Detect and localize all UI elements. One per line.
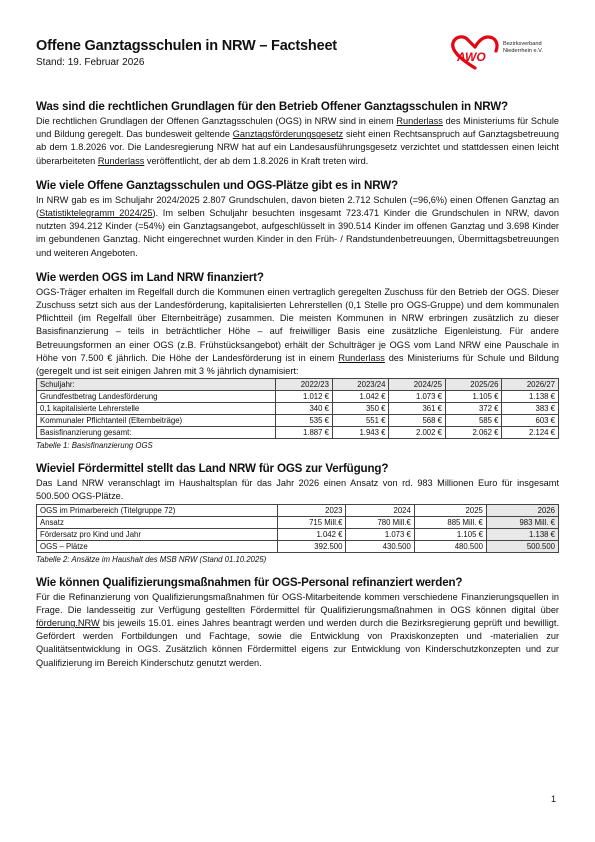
link-runderlass-funding[interactable]: Runderlass (338, 352, 385, 363)
table-cell: 1.012 € (276, 391, 333, 403)
table-caption: Tabelle 1: Basisfinanzierung OGS (36, 441, 153, 451)
table-cell: 392.500 (278, 540, 346, 552)
table-cell: 715 Mill.€ (278, 516, 346, 528)
section-heading: Wie viele Offene Ganztagsschulen und OGS-Plätze gibt es in NRW? (36, 178, 398, 192)
table-header-cell: 2023 (278, 504, 346, 516)
table-cell: 1.073 € (389, 391, 446, 403)
section-heading: Wie werden OGS im Land NRW finanziert? (36, 270, 264, 284)
table-cell: Ansatz (37, 516, 278, 528)
page-header (36, 38, 559, 78)
table-header-cell: 2026/27 (502, 379, 559, 391)
table-header-cell: 2023/24 (332, 379, 389, 391)
table-caption: Tabelle 2: Ansätze im Haushalt des MSB NRW (Stand 01.10.2025) (36, 554, 267, 564)
table-header-cell: OGS im Primarbereich (Titelgruppe 72) (37, 504, 278, 516)
section-numbers (36, 179, 559, 260)
link-ganztagsfoerderungsgesetz[interactable]: Ganztagsförderungsgesetz (232, 129, 344, 140)
state-budget-table (36, 504, 559, 553)
section-qualification (36, 576, 559, 670)
table-header-cell: Schuljahr: (37, 379, 276, 391)
document-title: Offene Ganztagsschulen in NRW – Factsheet (36, 38, 337, 54)
link-runderlass-new[interactable]: Runderlass (97, 155, 145, 166)
table-cell: 1.887 € (276, 427, 333, 439)
table-cell: 0,1 kapitalisierte Lehrerstelle (37, 403, 276, 415)
table-header-row (37, 504, 559, 516)
table-cell: 1.105 € (414, 528, 486, 540)
section-heading: Wie können Qualifizierungsmaßnahmen für OGS-Personal refinanziert werden? (36, 575, 463, 589)
table-row (37, 516, 559, 528)
table-cell: 1.138 € (486, 528, 558, 540)
text: bis jeweils 15.01. eines Jahres beantragt werden und werden durch die Bezirksregierung geprüft und bewilligt. Gefördert werden Fortbildungen und Fachtage, sowie die Entwicklung von Praxiskonzepten und -materialien zur Qualitätsentwicklung in OGS. Zusätzlich können Fördermittel eigens zur Entwicklung von Kinderschutzkonzepten und zur Qualifizierung im Bereich Kinderschutz genutzt werden. (36, 618, 559, 668)
table-header-cell: 2024 (346, 504, 414, 516)
table-cell: 1.138 € (502, 391, 559, 403)
table-cell: 983 Mill. € (486, 516, 558, 528)
text: sieht einen Rechtsanspruch auf Ganztagsbetreuung ab dem 1.8.2026 vor. Die Landesregierung NRW hat auf ein Landesausführungsgesetz verzichtet und stattdessen einen leicht überarbeiteten (36, 129, 560, 166)
table-header-cell: 2025 (414, 504, 486, 516)
text: OGS-Träger erhalten im Regelfall durch die Kommunen einen vertraglich geregelten Zuschuss für den Betrieb der OGS. Dieser Zuschuss setzt sich aus der Landesförderung, kapitalisierten Lehrerstellen (0,1 Stelle pro OGS-Gruppe) und dem kommunalen Pflichtteil (im Regelfall über Elternbeiträge) zusammen. Die meisten Kommunen in NRW erbringen zusätzlich zu dieser Basisfinanzierung – teils in beträchtlicher Höhe – auf freiwilliger Basis eine zusätzliche Eigenleistung. Für andere Betreuungsformen an einer OGS (z.B. Frühstücksangebot) erhält der Schulträger je OGS vom Land NRW eine Pauschale in Höhe von 7.500 € jährlich. Die Höhe der Landesförderung ist in einem (36, 286, 559, 363)
section-heading: Was sind die rechtlichen Grundlagen für den Betrieb Offener Ganztagsschulen in NRW? (36, 100, 508, 113)
table-cell: 603 € (502, 415, 559, 427)
section-paragraph (36, 286, 559, 378)
table-cell: Kommunaler Pflichtanteil (Elternbeiträge) (37, 415, 276, 427)
table-cell: 535 € (276, 415, 333, 427)
svg-text:AWO: AWO (457, 50, 486, 64)
table-cell: 500.500 (486, 540, 558, 552)
table-row (37, 540, 559, 552)
table-cell: 1.073 € (346, 528, 414, 540)
section-legal-basis (36, 100, 559, 168)
table-cell: 2.124 € (502, 427, 559, 439)
awo-heart-icon (449, 34, 503, 72)
table-cell: OGS – Plätze (37, 540, 278, 552)
table-header-cell: 2022/23 (276, 379, 333, 391)
table-cell: 585 € (445, 415, 502, 427)
table-cell: 885 Mill. € (414, 516, 486, 528)
table-cell: Basisfinanzierung gesamt: (37, 427, 276, 439)
table-cell: 1.042 € (332, 391, 389, 403)
table-cell: 2.062 € (445, 427, 502, 439)
text: veröffentlicht, der ab dem 1.8.2026 in Kraft treten wird. (144, 155, 369, 166)
table-row (37, 528, 559, 540)
table-cell: Fördersatz pro Kind und Jahr (37, 528, 278, 540)
text: des Ministeriums für Schule und Bildung geregelt. Das bundesweit geltende (36, 116, 559, 140)
text: Für die Refinanzierung von Qualifizierungsmaßnahmen für OGS-Mitarbeitende kommen verschiedene Finanzierungsquellen in Frage. Die landesseitig zur Verfügung gestellten Fördermittel für Qualifizierungsmaßnahmen in OGS können digital über (36, 591, 559, 615)
table-cell: 1.943 € (332, 427, 389, 439)
awo-logo (449, 34, 559, 72)
section-financing (36, 271, 559, 451)
table-header-cell: 2024/25 (389, 379, 446, 391)
table-row (37, 403, 559, 415)
table-cell: 340 € (276, 403, 333, 415)
link-foerderung-nrw[interactable]: förderung.NRW (36, 618, 100, 629)
basic-funding-table (36, 378, 559, 439)
text: ). Im selben Schuljahr besuchten insgesamt 723.471 Kinder die Grundschulen in NRW, davon nutzten 394.212 Kinder (=54%) ein Ganztagsangebot, aufgeschlüsselt in 390.514 Kinder im offenen Ganztag und 3.698 Kinder im gebundenen Ganztag. Nicht eingerechnet wurden Kinder in den Früh- / Randstundenbetreuungen, Übermittagsbetreuungen und weiteren Angeboten. (36, 208, 559, 258)
text: des Ministeriums für Schule und Bildung (geregelt und ist seit einigen Jahren mit 3 % jährlich dynamisiert: (36, 352, 560, 377)
table-cell: 1.105 € (445, 391, 502, 403)
table-cell: 1.042 € (278, 528, 346, 540)
table-row (37, 391, 559, 403)
table-row (37, 415, 559, 427)
section-paragraph (36, 115, 559, 168)
table-cell: 780 Mill.€ (346, 516, 414, 528)
document-date: Stand: 19. Februar 2026 (36, 57, 145, 68)
text: Die rechtlichen Grundlagen der Offenen Ganztagsschulen (OGS) in NRW sind in einem (36, 116, 397, 126)
section-paragraph: Das Land NRW veranschlagt im Haushaltsplan für das Jahr 2026 einen Ansatz von rd. 983 Millionen Euro für insgesamt 500.500 OGS-Plätze. (36, 478, 559, 502)
table-cell: 2.002 € (389, 427, 446, 439)
logo-line-1: Bezirksverband (503, 41, 542, 47)
section-paragraph (36, 591, 559, 670)
section-heading: Wieviel Fördermittel stellt das Land NRW für OGS zur Verfügung? (36, 462, 389, 476)
page-number: 1 (550, 794, 556, 804)
table-cell: 350 € (332, 403, 389, 415)
table-header-cell: 2026 (486, 504, 558, 516)
table-cell: 568 € (389, 415, 446, 427)
text: In NRW gab es im Schuljahr 2024/2025 2.807 Grundschulen, davon bieten 2.712 Schulen (=96,6%) einen Offenen Ganztag an ( (36, 194, 559, 219)
table-cell: Grundfestbetrag Landesförderung (37, 391, 276, 403)
table-cell: 480.500 (414, 540, 486, 552)
table-cell: 551 € (332, 415, 389, 427)
table-cell: 361 € (389, 403, 446, 415)
table-cell: 383 € (502, 403, 559, 415)
table-header-row (37, 379, 559, 391)
table-total-row (37, 427, 559, 439)
table-header-cell: 2025/26 (445, 379, 502, 391)
link-runderlass[interactable]: Runderlass (396, 116, 443, 126)
section-paragraph (36, 194, 559, 260)
main-content (36, 100, 559, 681)
link-statistiktelegramm[interactable]: Statistiktelegramm 2024/25 (39, 208, 153, 219)
table-cell: 372 € (445, 403, 502, 415)
logo-subtitle (503, 41, 543, 55)
logo-line-2: Niederrhein e.V. (503, 48, 543, 54)
section-state-funding (36, 462, 559, 564)
table-cell: 430.500 (346, 540, 414, 552)
